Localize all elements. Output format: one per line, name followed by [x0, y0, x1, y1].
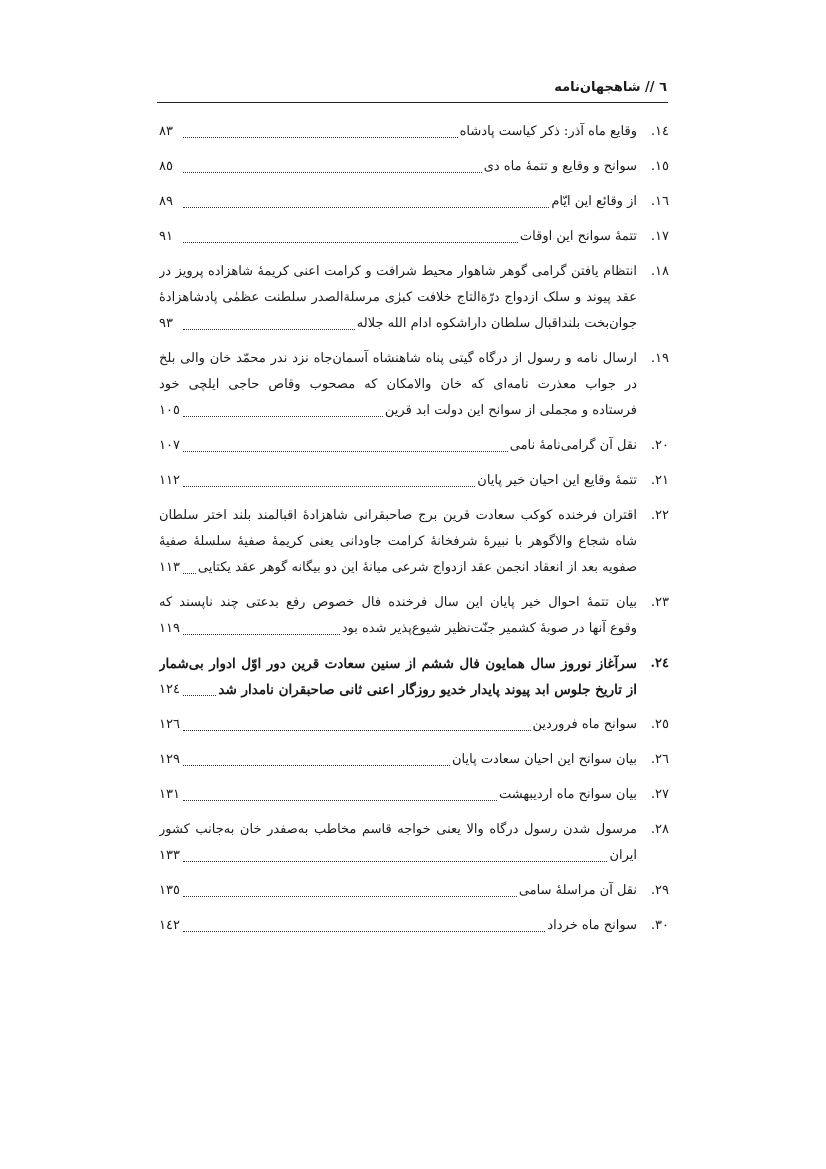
entry-title: شاه شجاع والاگوهر با نبیرهٔ شرفخانهٔ کرامت جاودانی یعنی کریمهٔ صفیهٔ سلسلهٔ صفیهٔ — [159, 534, 637, 549]
entry-page-number: ٨٩ — [159, 194, 173, 209]
entry-body — [159, 590, 637, 642]
entry-page-number: ١٢٤ — [159, 682, 180, 697]
entry-line — [159, 398, 637, 424]
entry-title: بیان تتمهٔ احوال خیر پایان این سال فرخنده فال خصوص رفع بدعتی چند ناپسند که — [159, 595, 637, 610]
toc-entry — [159, 224, 669, 250]
dot-leader — [183, 878, 517, 897]
entry-title: وقوع آنها در صوبهٔ کشمیر جنّت‌نظیر شیوع‌پذیر شده بود — [341, 621, 637, 636]
entry-number: ٢٣. — [650, 595, 669, 610]
entry-page-number: ١١٢ — [159, 473, 180, 488]
entry-page-number: ١٢٦ — [159, 717, 180, 732]
dot-leader — [183, 747, 450, 766]
entry-line — [159, 843, 637, 869]
entry-number: ٢٢. — [650, 508, 669, 523]
entry-number: ١٧. — [650, 229, 669, 244]
entry-line — [159, 529, 637, 555]
entry-page-number: ١١٣ — [159, 560, 180, 575]
entry-body — [159, 119, 637, 145]
dot-leader — [183, 677, 216, 696]
entry-number: ٢٦. — [650, 752, 669, 767]
toc-entry — [159, 119, 669, 145]
entry-page-number: ٨٥ — [159, 159, 173, 174]
entry-number: ٢٧. — [650, 787, 669, 802]
entry-page-number: ٩١ — [159, 229, 173, 244]
entry-page-number: ١٢٩ — [159, 752, 180, 767]
entry-body — [159, 651, 637, 703]
entry-title: فرستاده و مجملی از سوانح این دولت ابد قرین — [384, 403, 637, 418]
dot-leader — [183, 119, 458, 138]
entry-line — [159, 747, 637, 773]
toc-entry — [159, 154, 669, 180]
entry-line — [159, 224, 637, 250]
entry-title: تتمهٔ سوانح این اوقات — [519, 229, 637, 244]
toc-entry — [159, 651, 669, 703]
toc-entry — [159, 747, 669, 773]
entry-body — [159, 747, 637, 773]
toc-entry — [159, 468, 669, 494]
entry-title: سرآغاز نوروز سال همایون فال ششم از سنین سعادت قرین دور اوّل ادوار بی‌شمار — [159, 656, 637, 672]
entry-title: نقل آن گرامی‌نامهٔ نامی — [509, 438, 637, 453]
entry-title: جوان‌بخت بلنداقبال سلطان داراشکوه ادام الله جلاله — [356, 316, 637, 331]
entry-body — [159, 817, 637, 869]
dot-leader — [183, 433, 508, 452]
header-text: ٦ // شاهجهان‌نامه — [554, 80, 667, 95]
entry-number: ٢٩. — [650, 883, 669, 898]
entry-title: وقایع ماه آذر: ذکر کیاست پادشاه — [459, 124, 637, 139]
entry-line — [159, 433, 637, 459]
toc-entry — [159, 346, 669, 424]
dot-leader — [183, 311, 355, 330]
toc-entry — [159, 817, 669, 869]
toc-entry — [159, 590, 669, 642]
entry-line — [159, 712, 637, 738]
dot-leader — [183, 555, 196, 574]
entry-number: ٢٤. — [650, 656, 669, 671]
toc-entry — [159, 878, 669, 904]
entry-page-number: ١٤٢ — [159, 918, 180, 933]
entry-number: ١٦. — [650, 194, 669, 209]
dot-leader — [183, 398, 383, 417]
entry-title: در جواب معذرت نامه‌ای که خان والامکان که مصحوب وقاص حاجی ایلچی خود — [159, 377, 637, 392]
entry-body — [159, 782, 637, 808]
entry-page-number: ١٣٥ — [159, 883, 180, 898]
dot-leader — [183, 843, 607, 862]
entry-line — [159, 616, 637, 642]
entry-number: ١٤. — [650, 124, 669, 139]
entry-page-number: ١٠٧ — [159, 438, 180, 453]
dot-leader — [183, 224, 518, 243]
entry-title: بیان سوانح ماه اردیبهشت — [499, 787, 637, 802]
entry-number: ٣٠. — [650, 918, 669, 933]
toc-entry — [159, 782, 669, 808]
entry-title: سوانح و وقایع و تتمهٔ ماه دی — [483, 159, 637, 174]
toc-entry — [159, 503, 669, 581]
entry-title: نقل آن مراسلهٔ سامی — [518, 883, 637, 898]
dot-leader — [183, 712, 531, 731]
entry-number: ٢٠. — [650, 438, 669, 453]
entry-title: عقد پیوند و سلک ازدواج درّةالتاج خلافت کبرٰی مرسلةالصدر سلطنت عظمٰی پادشاهزادهٔ — [159, 290, 637, 305]
entry-line — [159, 817, 637, 843]
entry-body — [159, 503, 637, 581]
entry-number: ٢٨. — [650, 822, 669, 837]
entry-title: انتظام یافتن گرامی گوهر شاهوار محیط شرافت و کرامت اعنی کریمهٔ شاهزاده پرویز در — [159, 264, 637, 279]
entry-line — [159, 590, 637, 616]
entry-title: سوانح ماه خرداد — [547, 918, 637, 933]
toc-entry — [159, 433, 669, 459]
entry-line — [159, 651, 637, 677]
entry-line — [159, 782, 637, 808]
dot-leader — [183, 782, 497, 801]
entry-line — [159, 372, 637, 398]
entry-title: صفویه بعد از انعقاد انجمن عقد ازدواج شرعی میانهٔ این دو بیگانه گوهر عقد یکتایی — [197, 560, 637, 575]
entry-page-number: ٩٣ — [159, 316, 173, 331]
entry-title: ایران — [609, 848, 637, 863]
entry-line — [159, 259, 637, 285]
entry-title: سوانح ماه فروردین — [532, 717, 637, 732]
entry-line — [159, 311, 637, 337]
entry-title: از تاریخ جلوس ابد پیوند پایدار خدیو روزگار اعنی ثانی صاحبقران نامدار شد — [218, 682, 637, 698]
entry-title: ارسال نامه و رسول از درگاه گیتی پناه شاهنشاه آسمان‌جاه نزد ندر محمّد خان والی بلخ — [159, 351, 637, 366]
entry-body — [159, 346, 637, 424]
entry-body — [159, 468, 637, 494]
entry-number: ١٨. — [650, 264, 669, 279]
dot-leader — [183, 913, 545, 932]
entry-line — [159, 878, 637, 904]
toc-entry — [159, 189, 669, 215]
entry-line — [159, 119, 637, 145]
entry-line — [159, 189, 637, 215]
entry-number: ٢١. — [650, 473, 669, 488]
entry-body — [159, 913, 637, 939]
toc-entry — [159, 913, 669, 939]
dot-leader — [183, 154, 482, 173]
entry-number: ٢٥. — [650, 717, 669, 732]
entry-line — [159, 346, 637, 372]
entry-body — [159, 712, 637, 738]
header-divider — [157, 102, 668, 103]
entry-title: اقتران فرخنده کوکب سعادت قرین برج صاحبقرانی شاهزادهٔ اقبالمند بلند اختر سلطان — [159, 508, 637, 523]
entry-line — [159, 468, 637, 494]
entry-body — [159, 433, 637, 459]
entry-line — [159, 285, 637, 311]
entry-body — [159, 878, 637, 904]
entry-line — [159, 913, 637, 939]
entry-body — [159, 154, 637, 180]
entry-title: مرسول شدن رسول درگاه والا یعنی خواجه قاسم مخاطب به‌صفدر خان به‌جانب کشور — [159, 822, 637, 837]
toc-entry — [159, 259, 669, 337]
toc-entry — [159, 712, 669, 738]
entry-page-number: ٨٣ — [159, 124, 173, 139]
entry-number: ١٩. — [650, 351, 669, 366]
entry-page-number: ١٣٣ — [159, 848, 180, 863]
dot-leader — [183, 189, 549, 208]
entry-line — [159, 503, 637, 529]
entry-page-number: ١٠٥ — [159, 403, 180, 418]
table-of-contents — [159, 119, 669, 948]
entry-line — [159, 555, 637, 581]
entry-page-number: ١١٩ — [159, 621, 180, 636]
entry-title: تتمهٔ وقایع این احیان خیر پایان — [477, 473, 637, 488]
entry-body — [159, 224, 637, 250]
entry-number: ١٥. — [650, 159, 669, 174]
entry-title: از وقائع این ایّام — [551, 194, 637, 209]
entry-page-number: ١٣١ — [159, 787, 180, 802]
entry-body — [159, 189, 637, 215]
entry-line — [159, 154, 637, 180]
entry-line — [159, 677, 637, 703]
running-header — [157, 80, 667, 95]
entry-body — [159, 259, 637, 337]
dot-leader — [183, 616, 340, 635]
entry-title: بیان سوانح این احیان سعادت پایان — [451, 752, 637, 767]
dot-leader — [183, 468, 475, 487]
